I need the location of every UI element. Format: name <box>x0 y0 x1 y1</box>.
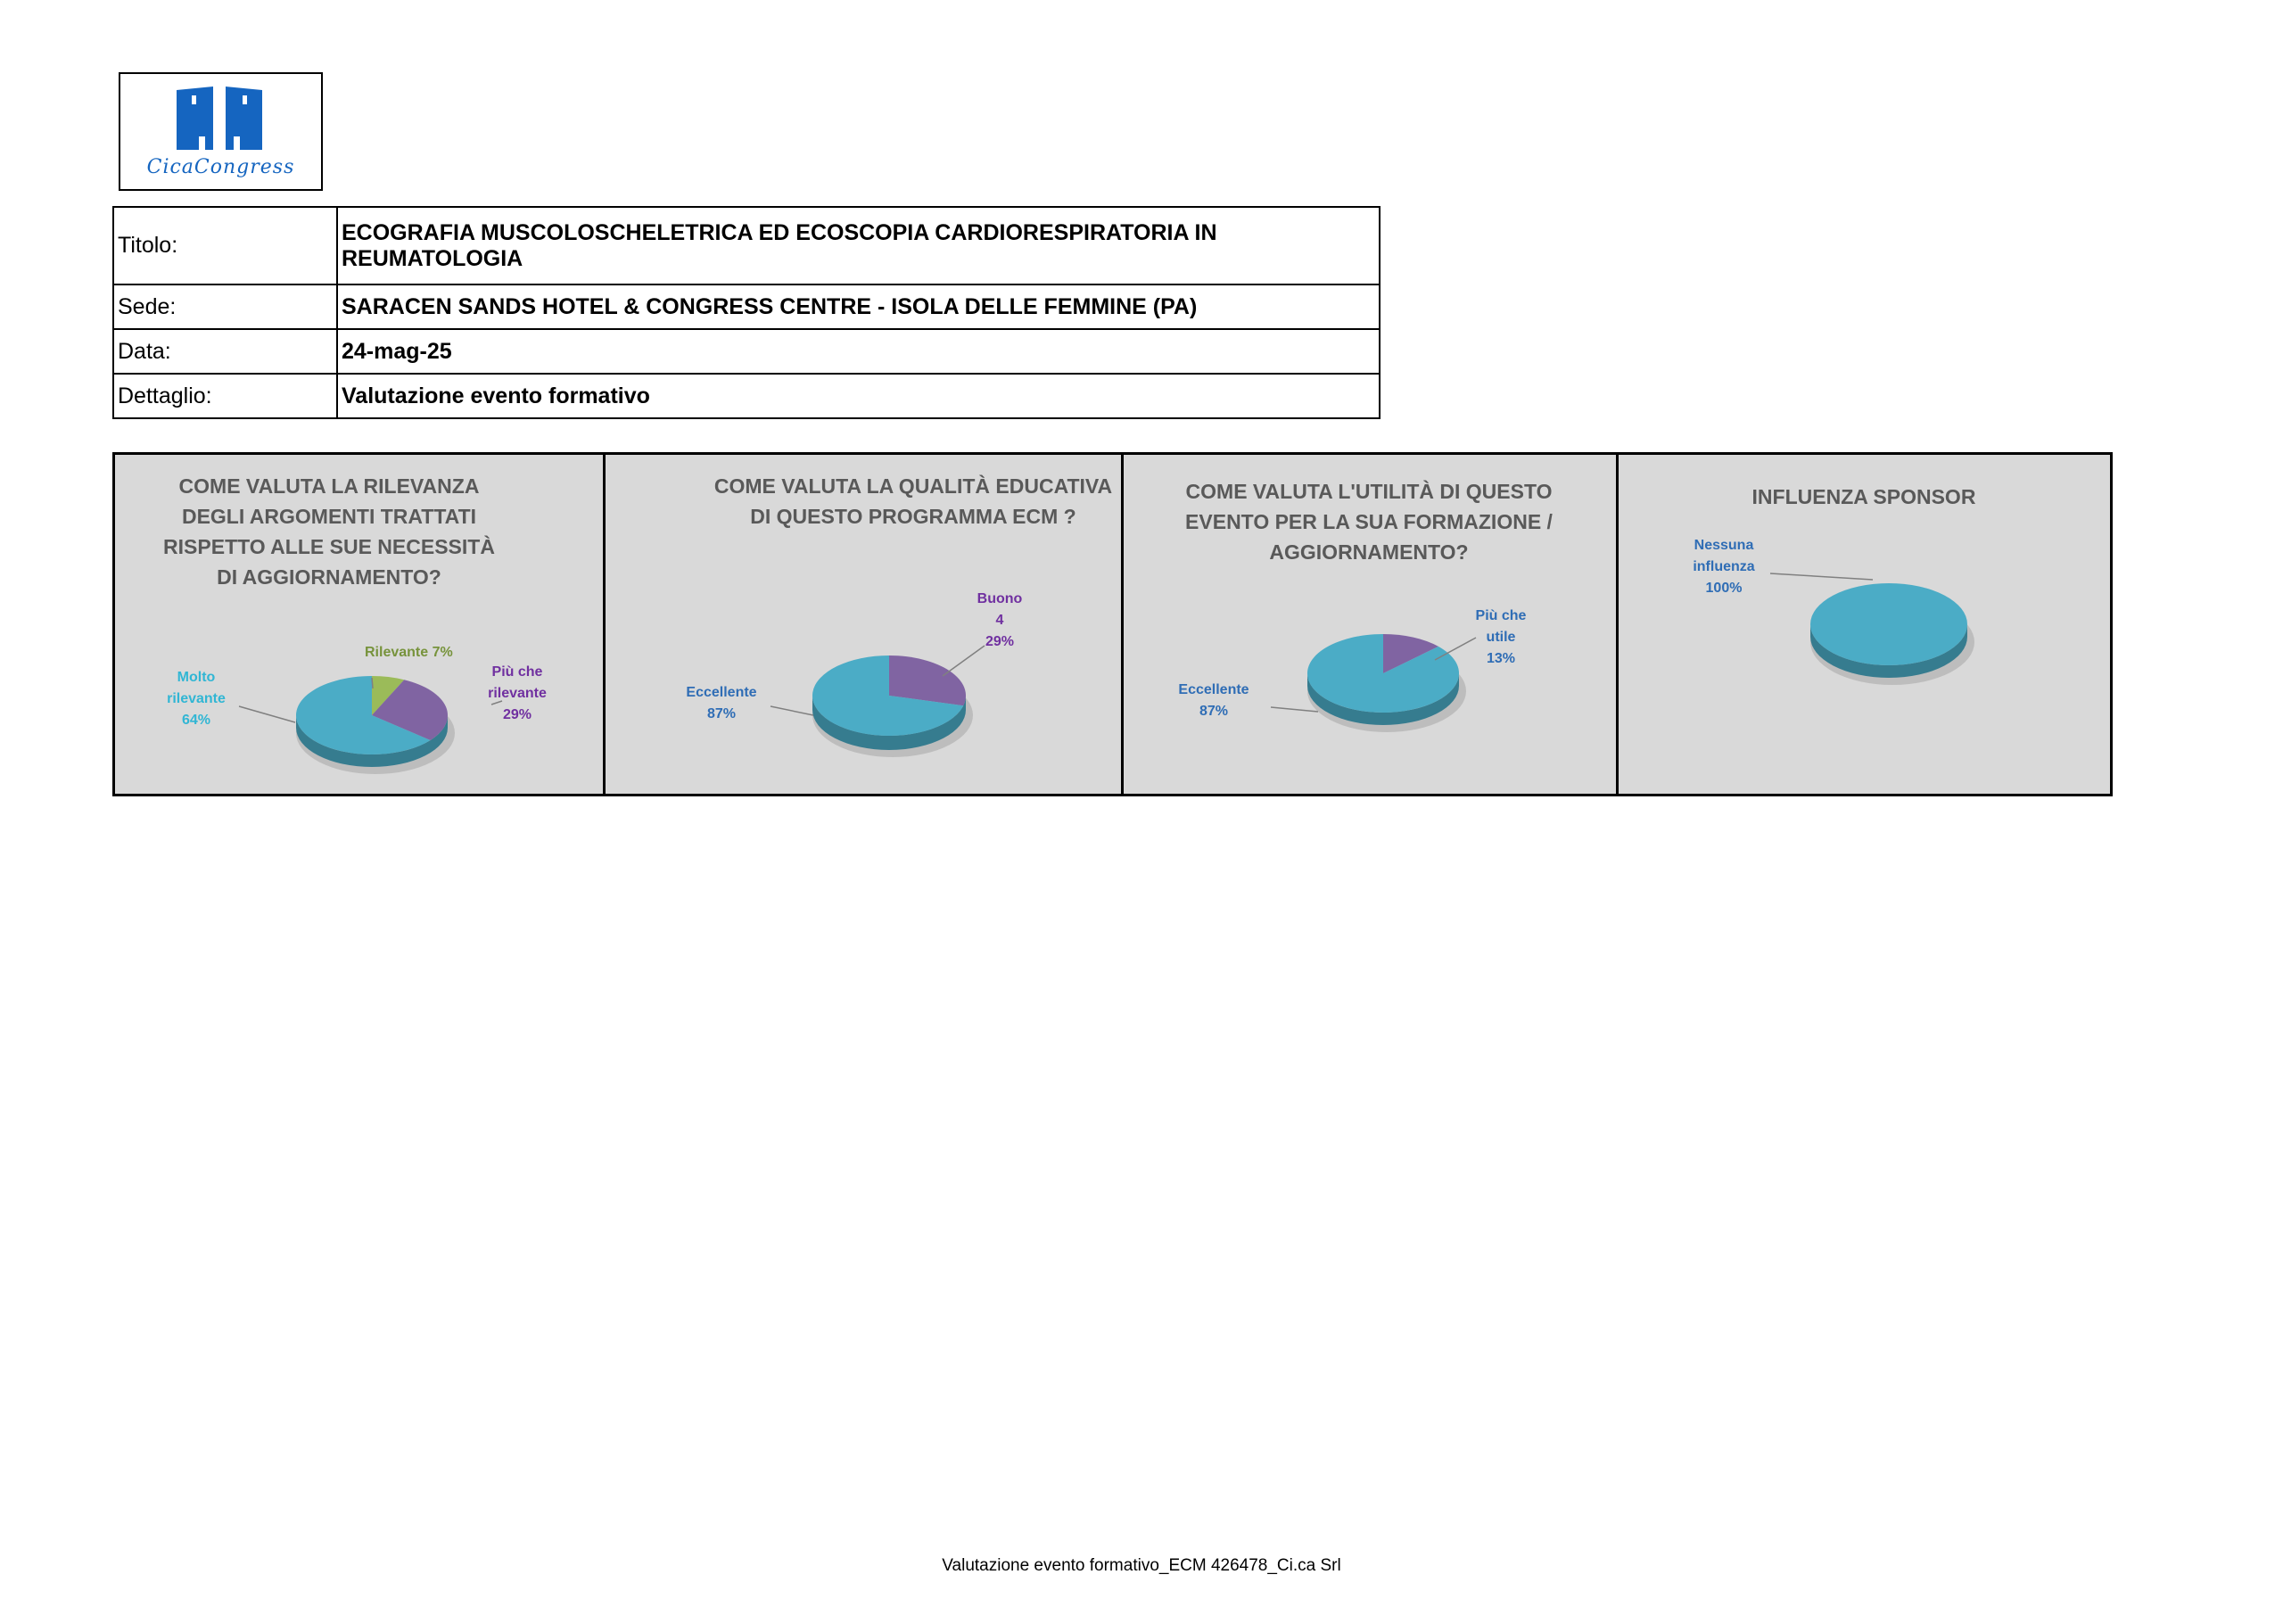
event-info-table <box>112 206 1381 419</box>
page-footer: Valutazione evento formativo_ECM 426478_Ci.ca Srl <box>942 1556 1341 1575</box>
leader-line <box>771 706 813 715</box>
pie-chart <box>606 455 1121 794</box>
event-title: ECOGRAFIA MUSCOLOSCHELETRICA ED ECOSCOPIA CARDIORESPIRATORIA IN REUMATOLOGIA <box>337 207 1380 284</box>
slice-label-rilevante: Rilevante 7% <box>365 645 453 660</box>
leader-line <box>1770 573 1873 580</box>
leader-line <box>239 706 295 722</box>
slice-label-piu-che-utile: Più che utile 13% <box>1475 608 1527 666</box>
row-label: Sede: <box>113 284 337 329</box>
slice-label-piu-che-rilevante: Più che rilevante 29% <box>488 664 547 722</box>
leader-line <box>372 678 373 688</box>
chart-title: COME VALUTA LA QUALITÀ EDUCATIVA DI QUESTO PROGRAMMA ECM ? <box>713 474 1113 528</box>
chart-rilevanza <box>115 455 606 794</box>
charts-panel <box>112 452 2113 796</box>
chart-title: COME VALUTA L'UTILITÀ DI QUESTO EVENTO PER LA SUA FORMAZIONE / AGGIORNAMENTO? <box>1185 480 1553 564</box>
table-row <box>113 329 1380 374</box>
event-venue: SARACEN SANDS HOTEL & CONGRESS CENTRE - ISOLA DELLE FEMMINE (PA) <box>337 284 1380 329</box>
table-row <box>113 284 1380 329</box>
event-date: 24-mag-25 <box>337 329 1380 374</box>
row-label: Data: <box>113 329 337 374</box>
slice-label-buono: Buono 4 29% <box>977 591 1023 649</box>
chart-influenza-sponsor <box>1619 455 2110 794</box>
slice-label-molto-rilevante: Molto rilevante 64% <box>167 670 226 728</box>
company-logo <box>119 72 323 191</box>
pie-slice <box>1810 583 1967 665</box>
row-label: Dettaglio: <box>113 374 337 418</box>
chart-utilita <box>1124 455 1619 794</box>
event-detail: Valutazione evento formativo <box>337 374 1380 418</box>
table-row <box>113 207 1380 284</box>
row-label: Titolo: <box>113 207 337 284</box>
chart-title: COME VALUTA LA RILEVANZA DEGLI ARGOMENTI TRATTATI RISPETTO ALLE SUE NECESSITÀ DI AGGIORNAMENTO? <box>163 474 495 589</box>
pie-chart <box>115 455 603 794</box>
table-row <box>113 374 1380 418</box>
chart-qualita <box>606 455 1124 794</box>
pie-chart <box>1619 455 2107 794</box>
pie-chart <box>1124 455 1616 794</box>
slice-label-eccellente: Eccellente 87% <box>686 685 757 721</box>
chart-title: INFLUENZA SPONSOR <box>1751 485 1976 508</box>
leader-line <box>1271 707 1318 712</box>
logo-text: CicaCongress <box>146 156 295 178</box>
slice-label-nessuna-influenza: Nessuna influenza 100% <box>1693 538 1755 596</box>
slice-label-eccellente: Eccellente 87% <box>1178 682 1249 719</box>
